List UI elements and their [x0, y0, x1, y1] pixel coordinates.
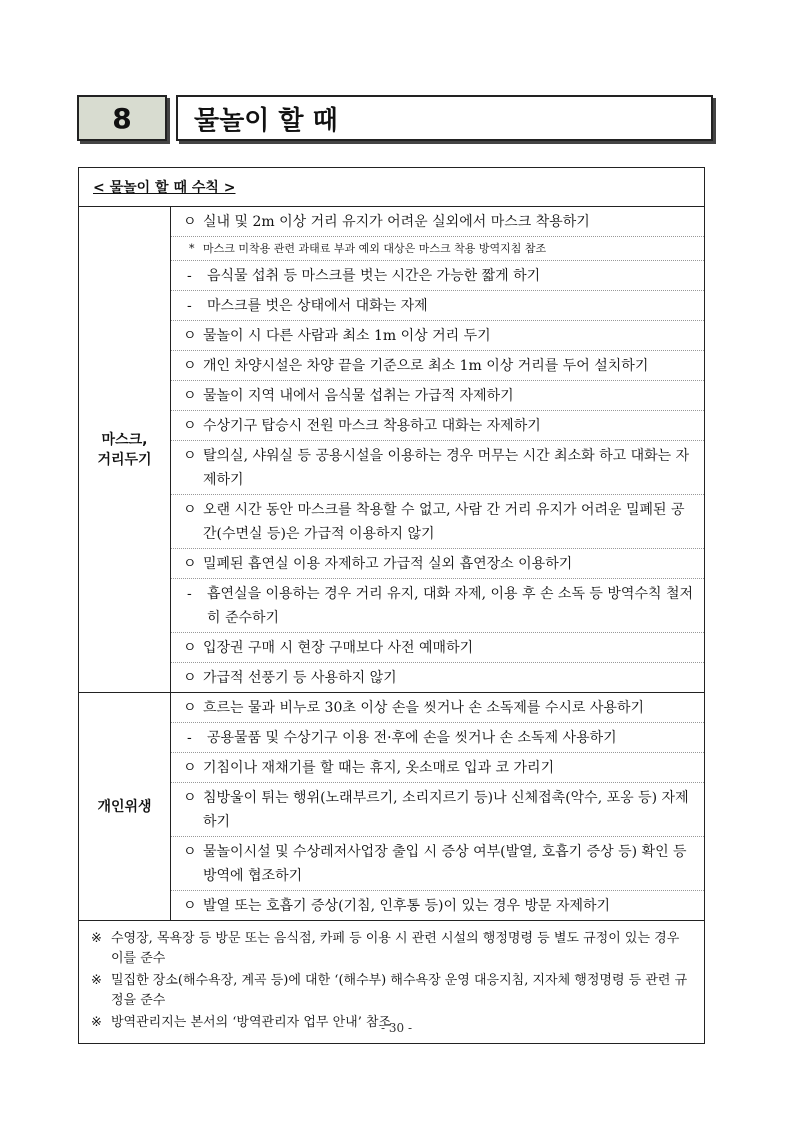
rule-item: [171, 381, 704, 411]
rule-text: 흐르는 물과 비누로 30초 이상 손을 씻거나 손 소독제를 수시로 사용하기: [203, 700, 644, 716]
rule-item: [171, 783, 704, 837]
table-title: < 물놀이 할 때 수칙 >: [79, 168, 704, 207]
bullet-marker: ㅇ: [183, 898, 197, 914]
note-marker: ※: [91, 931, 102, 946]
bullet-marker: ㅇ: [183, 502, 197, 518]
rule-item: [171, 411, 704, 441]
rule-item: [171, 753, 704, 783]
rule-text: 기침이나 재채기를 할 때는 휴지, 옷소매로 입과 코 가리기: [203, 760, 555, 776]
rule-text: 물놀이 시 다른 사람과 최소 1m 이상 거리 두기: [203, 328, 491, 344]
rule-item: [171, 321, 704, 351]
rule-text: 입장권 구매 시 현장 구매보다 사전 예매하기: [203, 640, 474, 656]
rule-item: [171, 723, 704, 753]
note-marker: ※: [91, 1015, 102, 1030]
section-title: 물놀이 할 때: [194, 105, 338, 136]
bullet-marker: -: [187, 730, 192, 746]
bullet-marker: *: [189, 242, 195, 255]
rule-item: [171, 351, 704, 381]
bullet-marker: ㅇ: [183, 448, 197, 464]
bullet-marker: ㅇ: [183, 790, 197, 806]
bullet-marker: -: [187, 586, 192, 602]
bullet-marker: ㅇ: [183, 388, 197, 404]
bullet-marker: ㅇ: [183, 328, 197, 344]
bullet-marker: ㅇ: [183, 358, 197, 374]
rule-item: [171, 441, 704, 495]
note-text: 수영장, 목욕장 등 방문 또는 음식점, 카페 등 이용 시 관련 시설의 행정명령 등 별도 규정이 있는 경우 이를 준수: [111, 931, 680, 966]
rule-text: 밀폐된 흡연실 이용 자제하고 가급적 실외 흡연장소 이용하기: [203, 556, 573, 572]
note-text: 방역관리지는 본서의 ‘방역관리자 업무 안내’ 참조: [111, 1015, 392, 1030]
rule-text: 공용물품 및 수상기구 이용 전·후에 손을 씻거나 손 소독제 사용하기: [207, 730, 617, 746]
bullet-marker: ㅇ: [183, 556, 197, 572]
section-label: 마스크, 거리두기: [79, 207, 171, 692]
section-body: [171, 207, 704, 692]
rule-item: [171, 891, 704, 920]
section-1: [79, 207, 704, 693]
rule-item: [171, 261, 704, 291]
table-sections: [79, 207, 704, 921]
rule-text: 오랜 시간 동안 마스크를 착용할 수 없고, 사람 간 거리 유지가 어려운 밀폐된 공간(수면실 등)은 가급적 이용하지 않기: [203, 502, 685, 542]
rule-text: 물놀이시설 및 수상레저사업장 출입 시 증상 여부(발열, 호흡기 증상 등) 확인 등 방역에 협조하기: [203, 844, 687, 884]
rule-item: [171, 837, 704, 891]
bullet-marker: -: [187, 298, 192, 314]
rule-text: 발열 또는 호흡기 증상(기침, 인후통 등)이 있는 경우 방문 자제하기: [203, 898, 611, 914]
rule-text: 가급적 선풍기 등 사용하지 않기: [203, 670, 397, 686]
rule-text: 음식물 섭취 등 마스크를 벗는 시간은 가능한 짧게 하기: [207, 268, 541, 284]
rule-item: [171, 549, 704, 579]
bullet-marker: -: [187, 268, 192, 284]
rule-item: [171, 693, 704, 723]
rule-text: 흡연실을 이용하는 경우 거리 유지, 대화 자제, 이용 후 손 소독 등 방역수칙 철저히 준수하기: [207, 586, 693, 626]
bullet-marker: ㅇ: [183, 214, 197, 230]
page-number: - 30 -: [380, 1021, 412, 1035]
section-2: [79, 693, 704, 921]
rules-table: [78, 167, 705, 1044]
bullet-marker: ㅇ: [183, 640, 197, 656]
footer-note: [91, 971, 694, 1011]
rule-text: 침방울이 튀는 행위(노래부르기, 소리지르기 등)나 신체접촉(악수, 포옹 등) 자제하기: [203, 790, 689, 830]
bullet-marker: ㅇ: [183, 700, 197, 716]
bullet-marker: ㅇ: [183, 844, 197, 860]
section-number: 8: [112, 101, 132, 135]
bullet-marker: ㅇ: [183, 670, 197, 686]
note-marker: ※: [91, 973, 102, 988]
bullet-marker: ㅇ: [183, 760, 197, 776]
rule-item: [171, 237, 704, 261]
rule-text: 개인 차양시설은 차양 끝을 기준으로 최소 1m 이상 거리를 두어 설치하기: [203, 358, 649, 374]
note-text: 밀집한 장소(해수욕장, 계곡 등)에 대한 ‘(해수부) 해수욕장 운영 대응지침, 지자체 행정명령 등 관련 규정을 준수: [111, 973, 688, 1008]
footer-note: [91, 929, 694, 969]
section-label: 개인위생: [79, 693, 171, 920]
rule-text: 마스크 미착용 관련 과태료 부과 예외 대상은 마스크 착용 방역지침 참조: [203, 242, 547, 255]
rule-item: [171, 495, 704, 549]
rule-text: 물놀이 지역 내에서 음식물 섭취는 가급적 자제하기: [203, 388, 514, 404]
rule-text: 실내 및 2m 이상 거리 유지가 어려운 실외에서 마스크 착용하기: [203, 214, 590, 230]
rule-text: 탈의실, 샤워실 등 공용시설을 이용하는 경우 머무는 시간 최소화 하고 대화는 자제하기: [203, 448, 690, 488]
rule-item: [171, 207, 704, 237]
section-title-box: [176, 95, 713, 141]
rule-text: 마스크를 벗은 상태에서 대화는 자제: [207, 298, 428, 314]
bullet-marker: ㅇ: [183, 418, 197, 434]
rule-item: [171, 663, 704, 692]
section-body: [171, 693, 704, 920]
rule-item: [171, 633, 704, 663]
rule-item: [171, 291, 704, 321]
rule-text: 수상기구 탑승시 전원 마스크 착용하고 대화는 자제하기: [203, 418, 541, 434]
section-number-box: [77, 95, 167, 141]
rule-item: [171, 579, 704, 633]
